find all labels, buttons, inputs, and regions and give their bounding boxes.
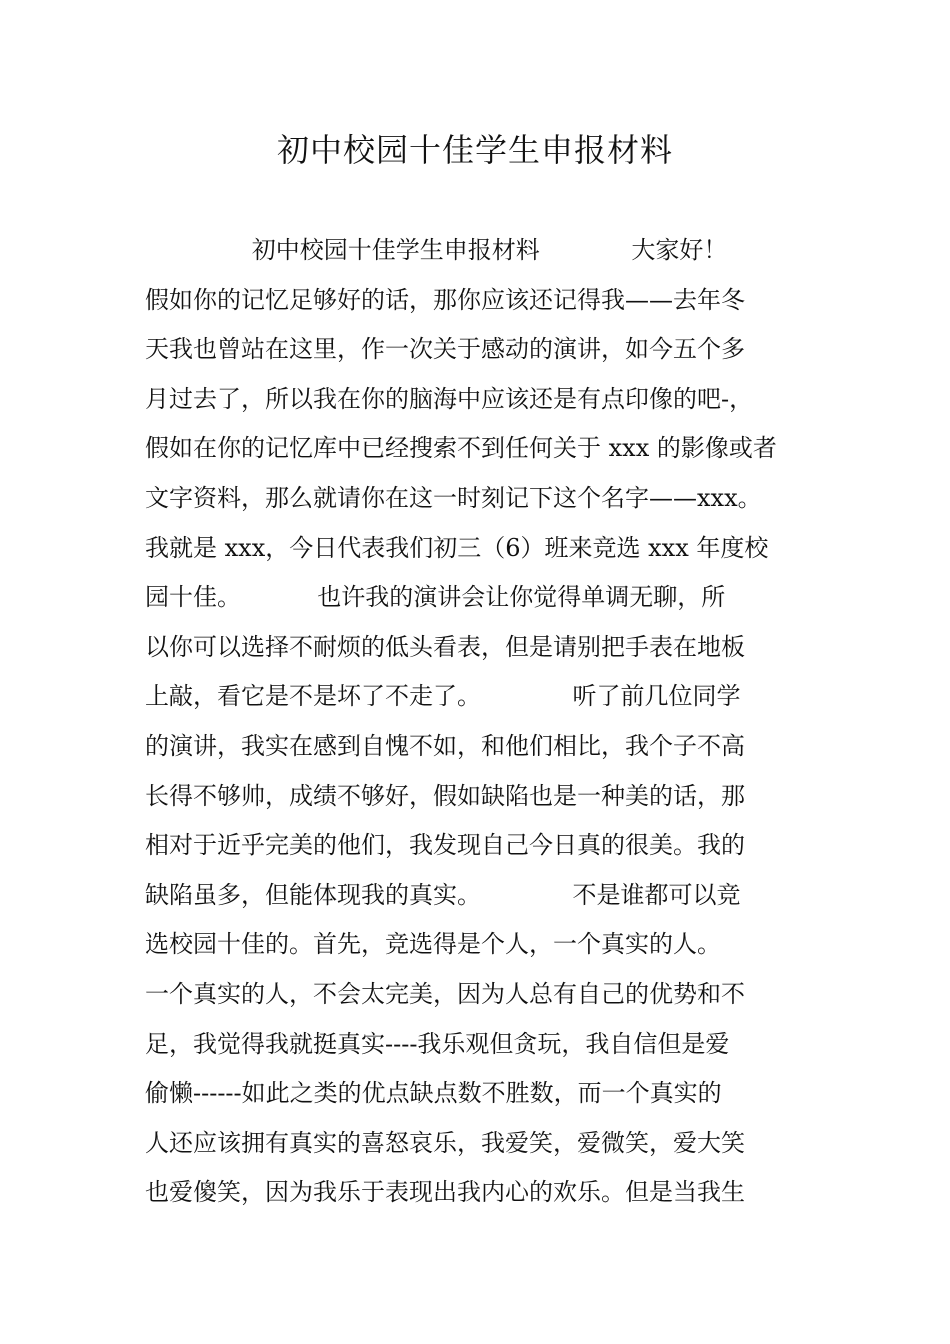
- body-text-line: 足，我觉得我就挺真实----我乐观但贪玩，我自信但是爱: [145, 1029, 730, 1058]
- body-text-line: 人还应该拥有真实的喜怒哀乐，我爱笑，爱微笑，爱大笑: [145, 1128, 745, 1157]
- body-text-line: 文字资料，那么就请你在这一时刻记下这个名字——xxx。: [145, 483, 762, 512]
- body-text-line: 天我也曾站在这里，作一次关于感动的演讲，如今五个多: [145, 335, 745, 364]
- body-text-line: 长得不够帅，成绩不够好，假如缺陷也是一种美的话，那: [145, 781, 745, 810]
- body-text-line: 上敲，看它是不是坏了不走了。 听了前几位同学: [145, 682, 741, 711]
- body-text-line: 以你可以选择不耐烦的低头看表，但是请别把手表在地板: [145, 632, 745, 661]
- body-text-line: 园十佳。 也许我的演讲会让你觉得单调无聊，所: [145, 583, 726, 612]
- body-text-line: 假如在你的记忆库中已经搜索不到任何关于 xxx 的影像或者: [145, 434, 777, 463]
- body-text-line: 也爱傻笑，因为我乐于表现出我内心的欢乐。但是当我生: [145, 1178, 745, 1207]
- document-body: [145, 226, 825, 1218]
- body-text-line: 的演讲，我实在感到自愧不如，和他们相比，我个子不高: [145, 731, 745, 760]
- body-text-line: 初中校园十佳学生申报材料 大家好！: [145, 236, 728, 264]
- body-text-line: 一个真实的人，不会太完美，因为人总有自己的优势和不: [145, 979, 745, 1008]
- body-text-line: 相对于近乎完美的他们，我发现自己今日真的很美。我的: [145, 831, 745, 860]
- body-text-line: 选校园十佳的。首先，竞选得是个人，一个真实的人。: [145, 930, 721, 959]
- body-text-line: 缺陷虽多，但能体现我的真实。 不是谁都可以竞: [145, 880, 741, 909]
- body-text-line: 假如你的记忆足够好的话，那你应该还记得我——去年冬: [145, 285, 745, 314]
- body-text-line: 我就是 xxx，今日代表我们初三（6）班来竞选 xxx 年度校: [145, 533, 769, 562]
- document-title: 初中校园十佳学生申报材料: [276, 131, 673, 169]
- body-text-line: 月过去了，所以我在你的脑海中应该还是有点印像的吧-，: [145, 384, 754, 413]
- body-text-line: 偷懒------如此之类的优点缺点数不胜数，而一个真实的: [145, 1079, 722, 1108]
